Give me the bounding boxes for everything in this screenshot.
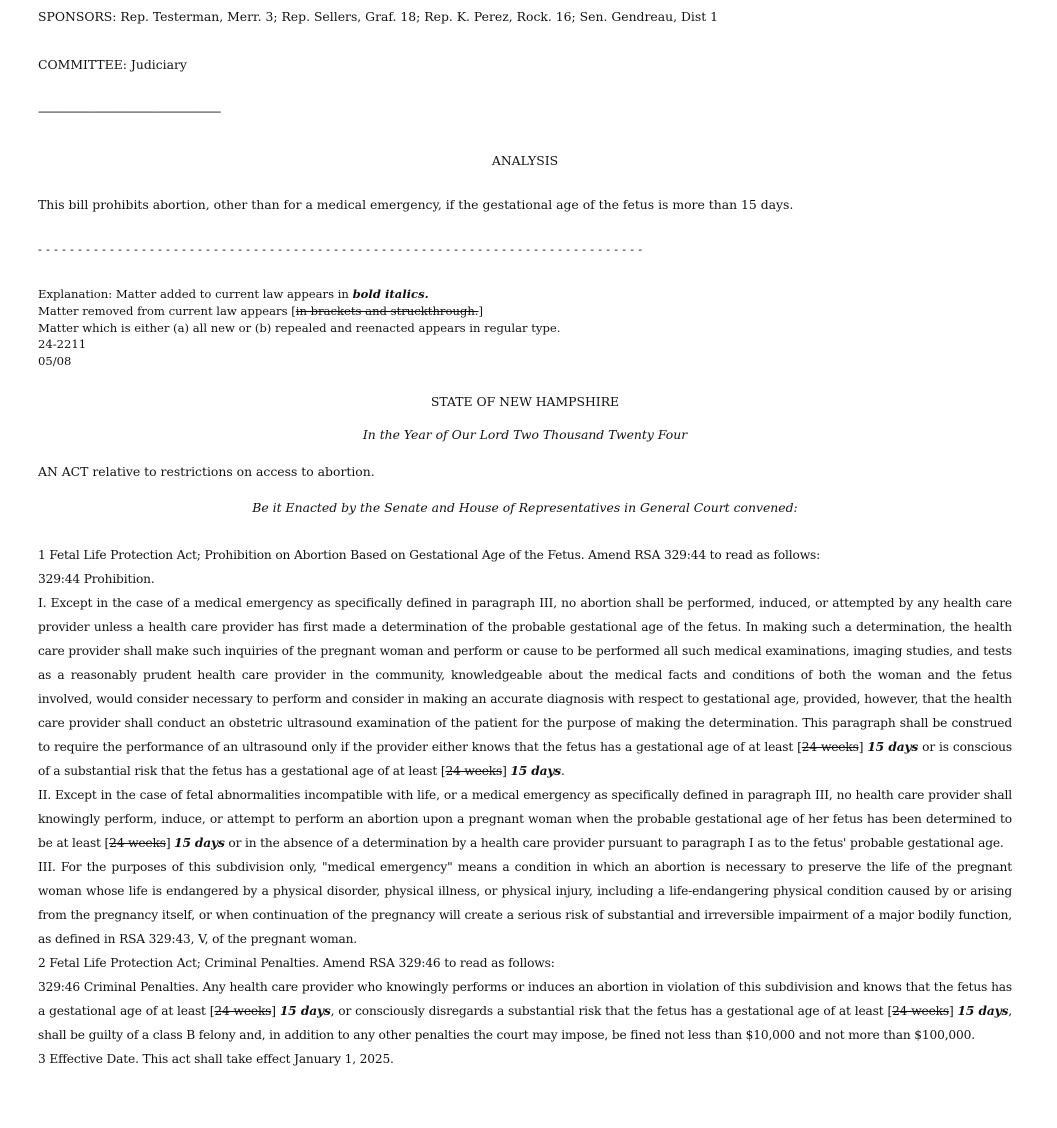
struckthrough-sample: in brackets and struckthrough. bbox=[295, 304, 479, 318]
paragraph-text: . bbox=[560, 764, 565, 778]
enacting-clause: Be it Enacted by the Senate and House of Representatives in General Court convened: bbox=[252, 500, 798, 515]
paragraph-ii bbox=[38, 783, 1012, 855]
section-2-text bbox=[38, 975, 1012, 1047]
paragraph-text: I. Except in the case of a medical emergency as specifically defined in paragraph III, no abortion shall be performed, induced, or attempted by any health care provider unless a health care provider has first made a determination of the probable gestational age of the fetus. In making such a determination, the health care provider shall make such inquiries of the pregnant woman and perform or cause to be performed all such medical examinations, imaging studies, and tests as a reasonably prudent health care provider in the community, knowledgeable about the medical facts and conditions of both the woman and the fetus involved, would consider necessary to perform and consider in making an accurate diagnosis with respect to gestational age, provided, however, that the health care provider shall conduct an obstetric ultrasound examination of the patient for the purpose of making the determination. This paragraph shall be construed to require the performance of an ultrasound only if the provider either knows that the fetus has a gestational age of at least [ bbox=[38, 596, 1012, 754]
bold-italics-sample: bold italics. bbox=[352, 287, 429, 301]
paragraph-text: ] bbox=[858, 740, 868, 754]
document-date: 05/08 bbox=[38, 354, 72, 368]
added-text: 15 days bbox=[510, 764, 561, 778]
explanation-line-1 bbox=[38, 287, 429, 301]
bracket: ] bbox=[478, 304, 484, 318]
sponsors-line: SPONSORS: Rep. Testerman, Merr. 3; Rep. Sellers, Graf. 18; Rep. K. Perez, Rock. 16; Sen. Gendreau, Dist 1 bbox=[38, 9, 719, 24]
explanation-text: Explanation: Matter added to current law appears in bbox=[38, 287, 353, 301]
paragraph-text: ] bbox=[271, 1004, 280, 1018]
paragraph-text: 329:46 Criminal Penalties. Any health care provider who knowingly performs or induces an abortion in violation of this subdivision and knows that the fetus has a gestational age of at least [ bbox=[38, 980, 1012, 1018]
removed-text: 24 weeks bbox=[214, 1004, 272, 1018]
section-3-effective-date: 3 Effective Date. This act shall take effect January 1, 2025. bbox=[38, 1052, 394, 1066]
paragraph-iii: III. For the purposes of this subdivision only, "medical emergency" means a condition in which an abortion is necessary to preserve the life of the pregnant woman whose life is endangered by a physical disorder, physical illness, or physical injury, including a life-endangering physical condition caused by or arising from the pregnancy itself, or when continuation of the pregnancy will create a serious risk of substantial and irreversible impairment of a major bodily function, as defined in RSA 329:43, V, of the pregnant woman. bbox=[38, 860, 1012, 946]
explanation-line-3: Matter which is either (a) all new or (b) repealed and reenacted appears in regular type. bbox=[38, 321, 561, 335]
document-number: 24-2211 bbox=[38, 337, 87, 351]
state-heading: STATE OF NEW HAMPSHIRE bbox=[430, 394, 620, 409]
paragraph-i bbox=[38, 591, 1012, 783]
separator-rule: ------------------------------------------------------------------- bbox=[38, 104, 221, 118]
paragraph-text: , or consciously disregards a substantial risk that the fetus has a gestational age of at least [ bbox=[330, 1004, 893, 1018]
year-line: In the Year of Our Lord Two Thousand Twenty Four bbox=[362, 427, 688, 442]
dashed-separator: - - - - - - - - - - - - - - - - - - - - - - - - - - - - - - - - - - - - - - - - - - - - - - - - - - - - - - - - - - - - - - - - - - - - - - - - - - - - bbox=[38, 242, 643, 256]
removed-text: 24 weeks bbox=[109, 836, 166, 850]
analysis-title: ANALYSIS bbox=[491, 153, 559, 168]
act-title: AN ACT relative to restrictions on access to abortion. bbox=[38, 464, 375, 479]
analysis-text: This bill prohibits abortion, other than for a medical emergency, if the gestational age of the fetus is more than 15 days. bbox=[38, 197, 794, 212]
removed-text: 24 weeks bbox=[801, 740, 859, 754]
added-text: 15 days bbox=[957, 1004, 1009, 1018]
paragraph-text: or is conscious of a substantial risk that the fetus has a gestational age of at least [ bbox=[38, 740, 1012, 778]
section-2-heading: 2 Fetal Life Protection Act; Criminal Penalties. Amend RSA 329:46 to read as follows: bbox=[38, 956, 555, 970]
paragraph-text: , shall be guilty of a class B felony and, in addition to any other penalties the court may impose, be fined not less than $10,000 and not more than $100,000. bbox=[38, 1004, 1013, 1042]
section-1-heading: 1 Fetal Life Protection Act; Prohibition on Abortion Based on Gestational Age of the Fetus. Amend RSA 329:44 to read as follows: bbox=[38, 548, 821, 562]
paragraph-text: ] bbox=[502, 764, 511, 778]
paragraph-text: ] bbox=[165, 836, 175, 850]
paragraph-text: ] bbox=[948, 1004, 958, 1018]
explanation-text: Matter removed from current law appears [ bbox=[38, 304, 296, 318]
section-1-subheading: 329:44 Prohibition. bbox=[38, 572, 155, 586]
paragraph-text: or in the absence of a determination by a health care provider pursuant to paragraph I as to the fetus' probable gestational age. bbox=[224, 836, 1004, 850]
explanation-line-2 bbox=[38, 304, 483, 318]
removed-text: 24 weeks bbox=[445, 764, 503, 778]
removed-text: 24 weeks bbox=[892, 1004, 949, 1018]
added-text: 15 days bbox=[174, 836, 225, 850]
added-text: 15 days bbox=[279, 1004, 331, 1018]
committee-line: COMMITTEE: Judiciary bbox=[38, 57, 187, 72]
paragraph-text: II. Except in the case of fetal abnormalities incompatible with life, or a medical emergency as specifically defined in paragraph III, no health care provider shall knowingly perform, induce, or attempt to perform an abortion upon a pregnant woman when the probable gestational age of her fetus has been determined to be at least [ bbox=[38, 788, 1012, 850]
added-text: 15 days bbox=[867, 740, 919, 754]
bill-body bbox=[38, 543, 1012, 1071]
